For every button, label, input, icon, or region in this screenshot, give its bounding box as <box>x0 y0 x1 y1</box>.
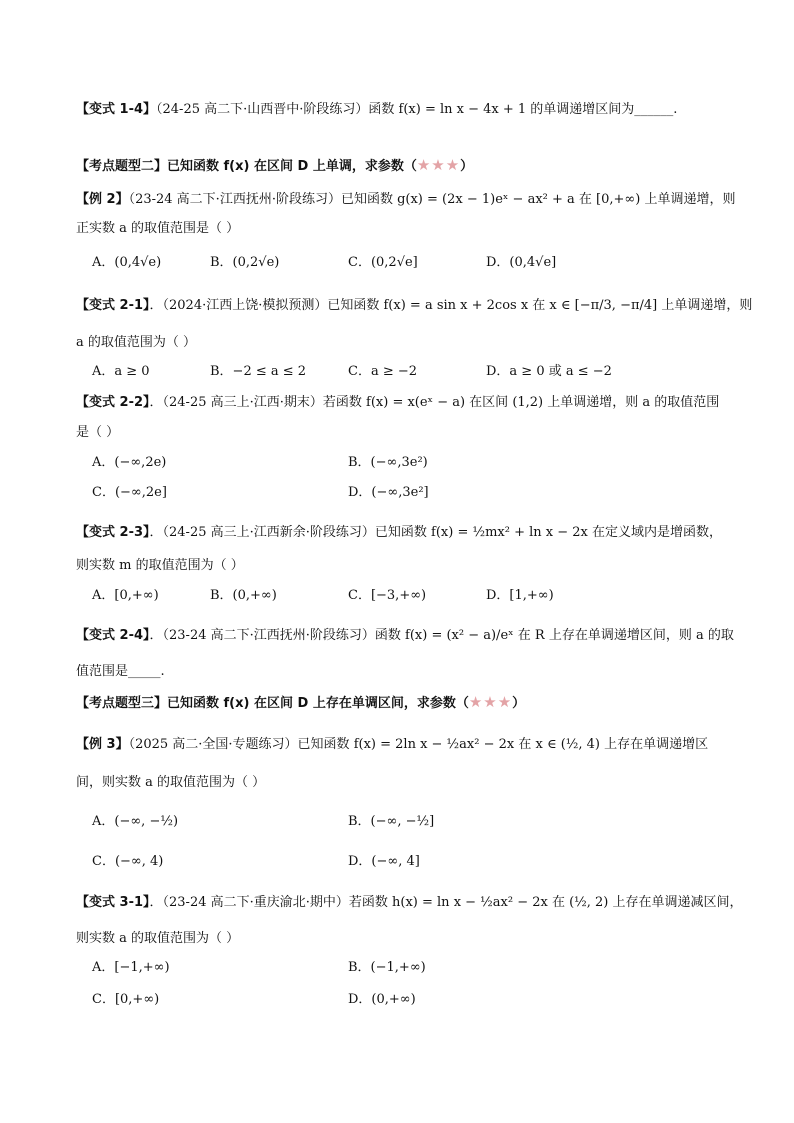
option-d: D．(0,+∞) <box>348 992 416 1007</box>
question-tag: 【例 3】 <box>76 737 129 752</box>
option-c: C．[−3,+∞) <box>348 588 427 603</box>
question-variant-1-4 <box>76 100 677 120</box>
section-header-3 <box>76 692 525 714</box>
question-stem-line1: ．（2024·江西上饶·模拟预测）已知函数 f(x) = a sin x + 2cos x 在 x ∈ [−π/3, −π/4] 上单调递增，则 <box>149 298 753 313</box>
question-stem-line2: a 的取值范围为（ ） <box>76 335 197 350</box>
option-c: C．(0,2√e] <box>348 255 418 270</box>
section-title-close: ） <box>460 159 474 174</box>
option-d: D．a ≥ 0 或 a ≤ −2 <box>486 364 612 379</box>
option-a: A．(0,4√e) <box>92 255 162 270</box>
option-c: C．(−∞, 4) <box>92 854 164 869</box>
option-d: D．[1,+∞) <box>486 588 554 603</box>
question-stem-line2: 值范围是_____. <box>76 664 165 679</box>
question-variant-2-2 <box>76 393 719 413</box>
question-tag: 【变式 1-4】 <box>76 102 157 117</box>
question-tag: 【变式 2-1】 <box>76 298 150 313</box>
question-tag: 【变式 3-1】 <box>76 895 150 910</box>
question-stem-line1: （2025 高二·全国·专题练习）已知函数 f(x) = 2ln x − ½ax² − 2x 在 x ∈ (½, 4) 上存在单调递增区 <box>128 737 709 752</box>
question-source: （24-25 高二下·山西晋中·阶段练习） <box>156 102 369 117</box>
option-a: A．[−1,+∞) <box>92 960 170 975</box>
question-example-3 <box>76 735 708 755</box>
question-tag: 【变式 2-2】 <box>76 395 150 410</box>
question-tag: 【变式 2-3】 <box>76 525 150 540</box>
question-tag: 【变式 2-4】 <box>76 628 150 643</box>
option-d: D．(−∞, 4] <box>348 854 420 869</box>
question-example-2 <box>76 190 735 210</box>
option-a: A．[0,+∞) <box>92 588 159 603</box>
question-tag: 【例 2】 <box>76 192 129 207</box>
option-a: A．a ≥ 0 <box>92 364 150 379</box>
option-d: D．(0,4√e] <box>486 255 557 270</box>
question-stem-line2: 间，则实数 a 的取值范围为（ ） <box>76 775 266 790</box>
section-title: 【考点题型三】已知函数 f(x) 在区间 D 上存在单调区间，求参数（ <box>76 696 469 711</box>
question-stem: 函数 f(x) = ln x − 4x + 1 的单调递增区间为______. <box>368 102 678 117</box>
option-a: A．(−∞, −½) <box>92 814 179 829</box>
question-variant-2-3 <box>76 523 722 543</box>
option-b: B．(−1,+∞) <box>348 960 426 975</box>
option-c: C．(−∞,2e] <box>92 485 167 500</box>
difficulty-stars-icon: ★★★ <box>468 693 513 711</box>
question-variant-2-1 <box>76 296 752 316</box>
question-variant-3-1 <box>76 893 743 913</box>
option-c: C．a ≥ −2 <box>348 364 418 379</box>
question-stem-line1: ．（23-24 高二下·重庆渝北·期中）若函数 h(x) = ln x − ½ax² − 2x 在 (½, 2) 上存在单调递减区间， <box>149 895 743 910</box>
option-a: A．(−∞,2e) <box>92 455 167 470</box>
option-c: C．[0,+∞) <box>92 992 160 1007</box>
question-stem-line2: 则实数 a 的取值范围为（ ） <box>76 931 240 946</box>
question-stem-line1: ．（24-25 高三上·江西新余·阶段练习）已知函数 f(x) = ½mx² + ln x − 2x 在定义域内是增函数， <box>149 525 722 540</box>
section-title: 【考点题型二】已知函数 f(x) 在区间 D 上单调，求参数（ <box>76 159 417 174</box>
option-b: B．(0,2√e) <box>210 255 280 270</box>
option-b: B．(−∞,3e²) <box>348 455 428 470</box>
question-stem-line1: （23-24 高二下·江西抚州·阶段练习）已知函数 g(x) = (2x − 1)eˣ − ax² + a 在 [0,+∞) 上单调递增，则 <box>128 192 736 207</box>
option-b: B．(−∞, −½] <box>348 814 435 829</box>
question-stem-line2: 正实数 a 的取值范围是（ ） <box>76 221 240 236</box>
option-d: D．(−∞,3e²] <box>348 485 429 500</box>
option-b: B．(0,+∞) <box>210 588 277 603</box>
section-title-close: ） <box>512 696 526 711</box>
question-stem-line2: 则实数 m 的取值范围为（ ） <box>76 558 244 573</box>
question-stem-line1: ．（24-25 高三上·江西·期末）若函数 f(x) = x(eˣ − a) 在区间 (1,2) 上单调递增，则 a 的取值范围 <box>149 395 720 410</box>
option-b: B．−2 ≤ a ≤ 2 <box>210 364 307 379</box>
question-stem-line1: ．（23-24 高二下·江西抚州·阶段练习）函数 f(x) = (x² − a)/eˣ 在 R 上存在单调递增区间，则 a 的取 <box>149 628 734 643</box>
section-header-2 <box>76 155 473 177</box>
difficulty-stars-icon: ★★★ <box>416 156 461 174</box>
question-stem-line2: 是（ ） <box>76 425 120 440</box>
question-variant-2-4 <box>76 626 734 646</box>
